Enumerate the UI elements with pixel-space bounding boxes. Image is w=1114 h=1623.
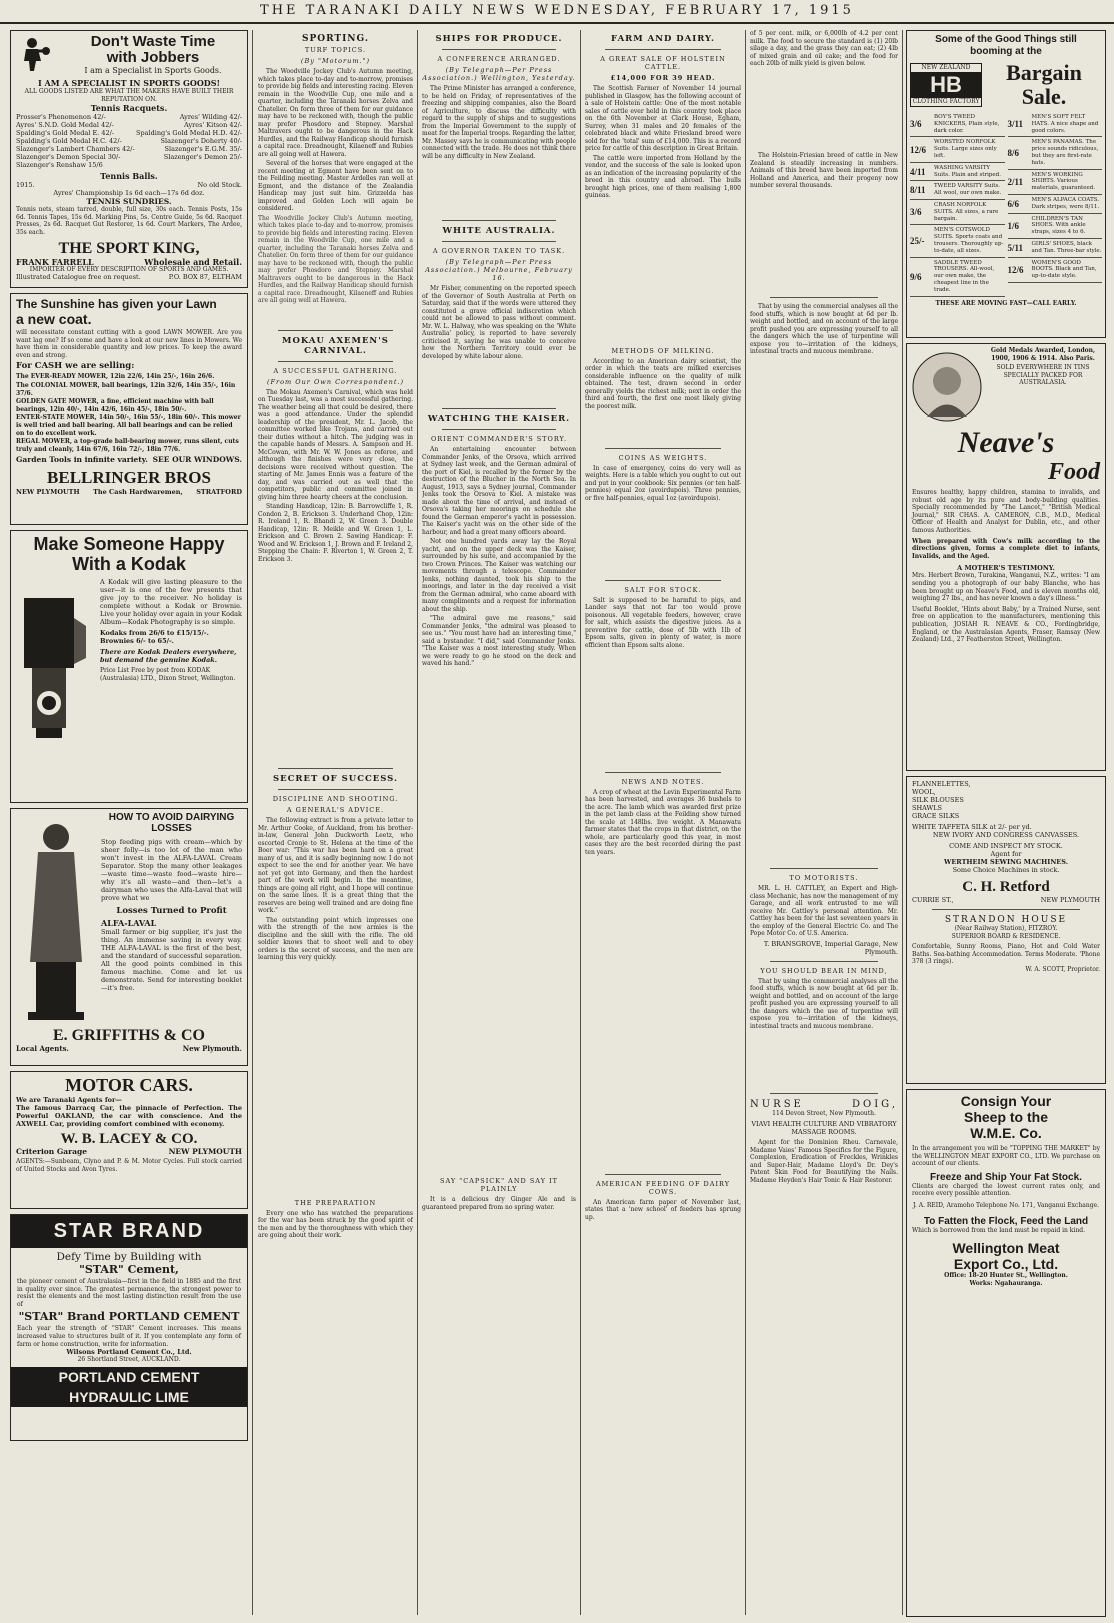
kodak-camera-icon [16,578,94,768]
advert-heading: TO MOTORISTS. [789,874,859,882]
divider [605,772,721,773]
price: 4/11 [910,166,926,177]
article-subheading: NEWS AND NOTES. [621,777,705,786]
advert-heading: DOIG, [852,1098,898,1110]
article-subheading: THE PREPARATION [294,1198,377,1207]
ad-text: CURRIE ST., [912,896,954,904]
article-heading: WATCHING THE KAISER. [427,414,571,424]
price-row [1008,195,1103,214]
retford-item: GRACE SILKS [912,812,960,820]
ad-headline: Sheep to the [963,1109,1048,1125]
article-paragraph: That by using the commercial analyses all the food stuffs, which is now bought at 6d per lb. weight and bottled, and on account of the large profit pushed you are expressing yourself to all the dangers which the use of turpentine will expose you to—irritation of the kidneys, intestinal tracts and mucous membrane. [750,303,898,355]
racquet-entry: Slazenger's Demon 25/- [163,153,242,162]
price: 3/6 [910,119,922,130]
ad-headline: LOSSES [151,823,192,834]
ad-text: Each year the strength of "STAR" Cement increases. This means increased value to structures built of it. If you contemplate any form of farm or home construction, write for information. [17,1325,241,1348]
price: 25/- [910,235,925,246]
ad-text: STRATFORD [196,488,242,497]
price-row [910,258,1005,297]
ad-text: Agent for [990,850,1022,858]
ad-text: SUPERIOR BOARD & RESIDENCE. [951,932,1061,940]
price-description: WOMEN'S GOOD BOOTS. Black and Tan, up-to-date style. [1031,259,1097,280]
price-description: MEN'S PANAMAS. The price sounds ridiculous, but they are first-rate hats. [1031,139,1099,166]
racquet-row [16,113,242,121]
mower-price-item: The COLONIAL MOWER, ball bearings, 12in 32/6, 14in 35/-, 16in 37/6. [16,381,236,397]
article-subheading: METHODS OF MILKING. [611,346,715,355]
ad-banner: HYDRAULIC LIME [11,1387,247,1407]
price-row [910,163,1005,182]
price-row [1008,239,1103,258]
retford-item: WOOL, [912,788,936,796]
ad-text: ALL GOODS LISTED ARE WHAT THE MAKERS HAVE BUILT THEIR REPUTATION ON. [24,88,234,103]
retford-item: SHAWLS [912,804,943,812]
divider [605,49,721,50]
retford-item: FLANNELETTES, [912,780,971,788]
article-byline: (From Our Own Correspondent.) [266,377,405,386]
ad-text: Ensures healthy, happy children, stamina to invalids, and robust old age by its pure and body-building qualities. Specially recommended by "The Lancet," "British Medical Journal," SIR CHAS. A. CAMERON, C.B., M.D., Medical Officer of Health and Analyst for Dublin, etc., and other famous Authorities. [912,489,1100,534]
article-paragraph: A crop of wheat at the Levin Experimental Farm has been harvested, and averages 36 bushels to the acre. The lamb which was awarded first prize in the pet lamb class at the Feilding show turned the scale at 148lbs. live weight. A Manawatu farmer states that the crops in that district, on the whole, are particularly good this year, in most cases they are the best recorded during the past ten years. [585,788,741,856]
price: 6/6 [1007,198,1020,209]
hb-logo [910,63,982,106]
column-ads-right [906,30,1106,1618]
price-description: GIRLS' SHOES, black and Tan. Three-bar style. [1031,240,1102,254]
price: 2/11 [1007,176,1024,187]
price: 3/6 [910,207,922,218]
article-paragraph: of 5 per cent. milk, or 6,000lb of 4.2 per cent milk. The food to secure the standard is (1) 20lb silage a day, and the grass they can eat; (2) 4lb of mixed grain and oil cake; and the food for each 20lb of milk yield is given below. [750,30,898,67]
ad-text: SOLD EVERYWHERE IN TINS SPECIALLY PACKED FOR AUSTRALASIA. [996,364,1090,387]
advert-heading: NURSE [750,1098,804,1110]
column-ads-left [10,30,248,1620]
ad-headline: Consign Your [960,1093,1052,1109]
price-row [910,200,1005,225]
ad-headline: To Fatten the Flock, Feed the Land [923,1215,1089,1227]
article-subheading: AMERICAN FEEDING OF DAIRY COWS. [595,1179,731,1196]
price-description: MEN'S WORKING SHIRTS. Various materials, guaranteed. [1031,171,1095,192]
ad-text: WHITE TAFFETA SILK at 2/- per yd. [912,823,1032,831]
column-rule [252,30,253,1615]
ad-text: Clients are charged the lowest current rates only, and receive every possible attention. [912,1182,1100,1198]
ad-subhead: Losses Turned to Profit [116,906,227,916]
hb-price-list [910,112,1102,297]
ad-brand: E. GRIFFITHS & CO [52,1027,205,1044]
ad-brand: THE SPORT KING, [58,239,200,257]
racquet-price-list [16,113,242,169]
article-paragraph: The Scottish Farmer of November 14 journal published in Glasgow, has the following account of a sale of Holstein cattle: One of the most notable sales of cattle ever held in this country took place on the 6th November at Clark House, Egham, Surrey, when 31 males and 20 females of the celebrated black and white Friesland breed were sold for the 'total' sum of £14,000. This is a record price for cattle of this description in Great Britain. [585,85,741,152]
ad-text: IMPORTER OF EVERY DESCRIPTION OF SPORTS AND GAMES. [29,265,229,273]
ad-text: 1915. [16,181,35,190]
article-subheading: A GOVERNOR TAKEN TO TASK. [432,247,566,255]
price: 1/6 [1007,220,1020,231]
alfa-laval-ad [10,808,248,1066]
ad-text: Ayres' Championship 1s 6d each—17s 6d doz. [53,189,205,198]
price-row [1008,214,1103,239]
article-subheading: A GENERAL'S ADVICE. [286,806,385,814]
ad-text: Comfortable, Sunny Rooms, Piano, Hot and Cold Water Baths. Sea-bathing Accommodation. Terms Moderate. 'Phone 378 (3 rings). [912,943,1100,966]
ad-text: J. A. REID, Aramoho Telephone No. 171, Vanganui Exchange. [912,1201,1099,1209]
price: 9/6 [910,271,922,282]
article-heading: SECRET OF SUCCESS. [273,774,398,784]
divider [442,241,556,242]
article-subheading: DISCIPLINE AND SHOOTING. [272,795,399,803]
price-description: MEN'S COTSWOLD SUITS. Sports coats and trousers. Thoroughly up-to-date, all sizes. [934,227,1004,254]
racquet-row [16,153,242,161]
column-rule [902,30,903,1615]
ad-brand: BELLRINGER BROS [47,468,211,488]
article-subheading: A GREAT SALE OF HOLSTEIN CATTLE. [600,55,726,71]
price-description: MEN'S ALPACA COATS. Dark stripes, were 8/11. [1031,196,1100,210]
ad-text: NEW IVORY AND CONGRESS CANVASSES. [932,831,1080,839]
ad-text: The famous Darracq Car, the pinnacle of Perfection. The Powerful OAKLAND, the car with conscience. And the AXWELL Car, providing comfort combined with economy. [16,1104,242,1128]
ad-brand: Wellington Meat [952,1240,1060,1257]
ad-text: Wholesale and Retail. [144,256,242,267]
price-description: CHILDREN'S TAN SHOES. With ankle straps, sizes 4 to 6. [1031,215,1086,236]
ad-subhead: We are Taranaki Agents for— [16,1096,122,1104]
column-news [422,30,576,1620]
article-subheading: A CONFERENCE ARRANGED. [437,55,561,63]
ad-subhead: "STAR" Brand PORTLAND CEMENT [18,1310,240,1324]
ad-subhead: ALFA-LAVAL [101,918,157,928]
article-paragraph: An entertaining encounter between Commander Jenks, of the Orsova, which arrived at Sydney last week, and the German admiral of the port of Kiel, is recalled by the former by the destruction of the Blucher in the North Sea. In August, 1913, says a Sydney journal, Commander Jenks took the Orsova to Kiel. A mistake was made about the time of arrival, and instead of Orsova's taking her moorings on schedule she found the German emperor's yacht in possession. The Kaiser's yacht was on the other side of the harbour, and had a great many officers aboard. [422,446,576,536]
star-cement-ad [10,1214,248,1441]
article-continuation: The Woodville Jockey Club's Autumn meeting, which takes place to-day and to-morrow, promises to provide big fields and interesting racing. Eleven remain in the Woodville Cup, one mile and a quarter, including the Taranaki horses Zelva and Chatelier. On form three of them for our guidance may have to be reckoned with, though the public may prefer Phosdoro and Stepney. Marshal Maltravers ought to be dangerous in the Hack Hurdles, and the Railway Handicap should furnish a capital race. Dreadnought, Kilaeneff and Rubies are all going well at Hawera. [258,214,413,304]
racquet-row [16,129,242,137]
ad-text: AGENTS:—Sunbeam, Clyno and P. & M. Motor Cycles. Full stock carried of United Stocks and Avon Tyres. [16,1158,242,1173]
column-misc [750,30,898,1620]
article-subheading: COINS AS WEIGHTS. [618,453,708,462]
ad-text: No old Stock. [197,181,242,190]
racquet-entry: Slazenger's Renshaw 15/6 [16,161,103,170]
article-paragraph: In case of emergency, coins do very well as weights. Here is a table which you ought to cut out and put in your cookbook: Six pennies (or ten half-pennies) equal 2oz (avoirdupois). Three pennies, or five half-pennies, equal 1oz (avoirdupois). [585,464,741,502]
ad-text: Useful Booklet, 'Hints about Baby,' by a Trained Nurse, sent free on application to the manufacturers, mentioning this publication, JOSIAH R. NEAVE & CO., Fordingbridge, England, or the Australasian Agents, Fraser, Ramsay (New Zealand) Ltd., 27 Featherston Street, Wellington. [912,605,1100,644]
ad-headline: Defy Time by Building with [56,1251,202,1263]
nurse-doig-heading [750,1099,898,1110]
price-description: CRASH NORFOLK SUITS. All sizes, a rare bargain. [934,201,999,222]
ad-text: WERTHEIM SEWING MACHINES. [944,858,1068,866]
ad-brand: C. H. Retford [962,879,1050,895]
ad-headline: MOTOR CARS. [65,1075,193,1095]
sport-king-ad [10,30,248,288]
divider [605,448,721,449]
mower-price-item: REGAL MOWER, a top-grade ball-bearing mower, runs silent, cuts truly and cleanly, 14in 67/6, 16in 72/-, 18in 77/6. [16,438,239,453]
ad-brand: W. B. LACEY & CO. [60,1131,198,1147]
ad-text: Price List Free by post from KODAK (Australasia) LTD., Dixon Street, Wellington. [100,667,236,682]
article-paragraph: The Woodville Jockey Club's Autumn meeting, which takes place to-day and to-morrow, promises to provide big fields and interesting racing. Eleven remain in the Woodville Cup, one mile and a quarter, including the Taranaki horses Zelva and Chatelier. On form three of them for our guidance may have to be reckoned with, though the public may prefer Phosdoro and Stepney. Marshal Maltravers ought to be dangerous in the Hack Hurdles, and the Railway Handicap should furnish a capital race. Dreadnought, Kilaeneff and Rubies are all going well at Hawera. [258,68,413,158]
price: 12/6 [1007,264,1024,275]
ad-text: (Near Railway Station), FITZROY. [954,925,1058,932]
ad-text: Office: 18-20 Hunter St., Wellington. [944,1272,1068,1280]
article-paragraph: The outstanding point which impresses one with the strength of the new armies is the discipline and the skill with the rifle. The old soldier knows that to shoot well and to obey orders is the secret of success, and the men are learning this very quickly. [258,916,413,961]
ad-text: There are Kodak Dealers everywhere, but demand the genuine Kodak. [100,648,237,664]
racquet-entry: Slazenger's Demon Special 30/- [16,153,121,162]
racquet-entry: Slazenger's Lambert Chambers 42/- [16,145,135,154]
divider [932,909,1080,910]
ad-subhead: Tennis Balls. [100,171,158,182]
column-sporting [258,30,413,1620]
ad-subhead: TENNIS SUNDRIES. [86,197,172,207]
divider [278,330,393,331]
divider [770,961,878,962]
article-paragraph: Salt is supposed to be harmful to pigs, and Lander says that not far too would prove poisonous. All vegetable feeders, however, crave for salt, which assists the digestive juices. As a preventive for cattle, dose of 5lb with 1lb of Epsom salts, given in plenty of water, is more efficient than Epsom salts alone. [585,596,741,649]
ad-headline: With a Kodak [72,554,186,574]
retford-item: SILK BLOUSES [912,796,964,804]
ad-text: SEE OUR WINDOWS. [152,455,242,465]
article-paragraph: The Mokau Axemen's Carnival, which was held on Tuesday last, was a most successful gathering. The weather being all that could be desired, there was a good attendance. Under the splendid leadership of the president, Mr. L. Jacob, the committee worked like Trojans, and carried out their duties without a hitch. The judging was in the capable hands of Messrs. A. Sampson and H. McCowan, with Mr. W. W. Jones as referee, and although the finishes were very close, the decisions were received without question. The starting of Mr. James Ennis was a feature of the day, and was carried out as well that the competitors, public and committee joined in giving him three hearty cheers at the conclusion. [258,388,413,501]
article-subheading: £14,000 FOR 39 HEAD. [610,74,716,82]
logo-text: CLOTHING FACTORY [912,98,980,105]
article-heading: SHIPS FOR PRODUCE. [435,34,563,44]
racquet-entry: Spalding's Gold Medal H.C. 42/- [16,137,122,146]
price-row [1008,258,1103,283]
advert-body: That by using the commercial analyses all the food stuffs, which is now bought at 6d per lb. weight and bottled, and on account of the large profit pushed you are expressing yourself to all the dangers which the use of turpentine will expose you to—irritation of the kidneys, intestinal tracts and mucous membrane. [750,977,898,1030]
racquet-row [16,145,242,153]
article-subheading: SALT FOR STOCK. [624,585,702,594]
ad-signature: W. A. SCOTT, Proprietor. [1025,965,1100,973]
ad-text: Illustrated Catalogue free on request. [16,273,141,282]
ad-text: Tennis nets, steam tarred, double, full size, 30s each. Tennis Posts, 15s 6d. Tennis Tapes, 15s 6d. Marking Pins, 5s. Centre Guide, 5s 6d. Racquet Presses, 2s 6d. Racquet Gut Restorer, 1s 6d. Court Markers, The Ardee, 35s each. [16,206,242,236]
ad-text: Works: Ngahauranga. [969,1279,1043,1287]
article-paragraph: According to an American dairy scientist, the order in which the teats are milked exercises considerable influence on the quality of milk obtained. The test, drawn second in order generally yields the richest milk; next in order the third and fourth, the first one most likely giving the poorest milk. [585,357,741,410]
article-paragraph: "The admiral gave me reasons," said Commander Jenks, "the admiral was pleased to see us." "You must have had an interesting time," said a bystander. "I did," said Commander Jenks. "The Kaiser was a most interesting study. When we were ready to go he stood on the deck and waved his hand." [422,615,576,667]
article-paragraph: The cattle were imported from Holland by the vendor, and the success of the sale is looked upon as an indication of the increasing popularity of the breed in this country and abroad. The bulls brought high prices, one of them realising 1,800 guineas. [585,154,741,199]
price-row [910,112,1005,137]
price: 8/11 [910,185,926,196]
ad-brand: Food [1047,459,1100,485]
ad-text: FRANK FARRELL [16,256,94,267]
racquet-row [16,137,242,145]
ad-text: NEW PLYMOUTH [16,488,80,497]
racquet-entry: Spalding's Gold Medal H.D. 42/- [136,129,242,138]
hb-price-column [910,112,1005,297]
racquet-entry: Ayres' Kitson 42/- [184,121,242,130]
wme-sheep-ad [906,1089,1106,1617]
ad-text: Kodaks from 26/6 to £15/15/-. Brownies 6/- to 65/-. [100,629,209,645]
price-description: BOY'S TWEED KNICKERS, Plain style, dark color. [934,114,1000,134]
price-row [1008,137,1103,169]
ad-text: I am a Specialist in Sports Goods. [84,66,222,75]
mower-price-item: ENTER-STATE MOWER, 14in 50/-, 16in 55/-, 18in 60/-. This mower is well tried and ball bearing. All ball bearings and can be relied on to do excellent work. [16,414,241,437]
logo-text: NEW ZEALAND [921,64,971,72]
racquet-entry: Slazenger's Doherty 40/- [160,137,242,146]
ad-headline: Sale. [1021,84,1067,109]
article-paragraph: Not one hundred yards away lay the Royal yacht, and on the upper deck was the Kaiser, surrounded by his suite, and accompanied by the two Crown Princes. The Kaiser was watching our movements through a telescope. Commander Jenks, nothing daunted, took his ship to the moorings, and later in the day received a visit from the German admiral, who came aboard with many compliments and a request for information about the ship. [422,538,576,613]
ad-headline: W.M.E. Co. [970,1125,1042,1141]
article-paragraph: The Holstein-Friesian breed of cattle in New Zealand is steadily increasing in numbers. Animals of this breed have been imported from Holland and America, and their progeny now number several thousands. [750,152,898,189]
ad-subhead: A MOTHER'S TESTIMONY. [957,564,1055,573]
ad-text: P.O. BOX 87, ELTHAM [168,273,242,282]
retford-drapery-ad [906,776,1106,1084]
advert-body: MR. L. H. CATTLEY, an Expert and High-class Mechanic, has now the management of my Garage, and all work entrusted to me will receive Mr. Cattley's personal attention. Mr. Cattley has been for the last seventeen years in the employ of the General Electric Co. and The Pope Motor Co. of U.S. America. [750,885,898,937]
price-description: SADDLE TWEED TROUSERS. All-wool, our own make, the cheapest line in the trade. [934,259,995,293]
ad-text: A Kodak will give lasting pleasure to the user—it is one of the few presents that give joy to the receiver. No holiday is complete without a Kodak or Brownie. Live your holiday over again in your Kodak Album—Kodak Photography is so simple. [100,578,242,626]
column-farm-dairy [585,30,741,1620]
ad-headline: Don't Waste Time [90,33,216,50]
price-description: TWEED VARSITY Suits. All wool, our own make. [934,183,1002,197]
column-rule [417,30,418,1615]
ad-text: the pioneer cement of Australasia—first in the field in 1885 and the first in quality ever since. The greatest permanence, the strongest power to resist the elements and the most lasting distinction result from the use of [17,1278,241,1308]
price-description: WORSTED NORFOLK Suits. Large sizes only left. [934,139,997,159]
advert-text: 114 Devon Street, New Plymouth. [772,1109,876,1117]
ad-text: NEW PLYMOUTH [1040,896,1100,904]
price: 5/11 [1007,242,1024,253]
divider [442,49,556,50]
ad-text: In the arrangement you will be "TOPPING THE MARKET" by the WELLINGTON MEAT EXPORT CO., LTD. We purchase on account of our clients. [912,1145,1100,1168]
article-heading: MOKAU AXEMEN'S CARNIVAL. [282,335,389,356]
ad-text: NEW PLYMOUTH [168,1147,242,1156]
racquet-entry: Slazenger's E.G.M. 35/- [164,145,242,154]
racquet-row [16,161,242,169]
mower-price-item: GOLDEN GATE MOWER, a fine, efficient machine with ball bearings, 12in 40/-, 14in 42/6, 16in 45/-, 18in 50/-. [16,398,214,413]
ad-text: Criterion Garage [16,1147,87,1156]
article-paragraph: The following extract is from a private letter to Mr. Arthur Cooke, of Auckland, from his brother-in-law, General John Duckworth Leetz, who escorted Cronje to St. Helena at the time of the Boer war: "This war has been hard on a great many of us, and it is sadly beginning now. I do not expect to see the end for another year. We have not yet got into Germany, and then the hardest part of the work will begin. In the meantime, things are going all right, and I hope will continue on the same lines. It is a great thing that the reserves are being well trained and are doing fine work." [258,817,413,914]
advert-heading: SAY "CAPSICK" AND SAY IT PLAINLY [440,1177,558,1193]
divider [770,297,878,298]
boxer-icon [16,37,58,73]
advert-heading: YOU SHOULD BEAR IN MIND, [760,966,888,975]
ad-brand: Export Co., Ltd. [953,1256,1059,1273]
article-paragraph: Several of the horses that were engaged at the recent meeting at Egmont have been sent on to the Feilding meeting. Master Ardelles ran well at Egmont, and the distance of the Zealandia Handicap may just suit him. Grizzelda has improved and Golden Loch will again be considered. [258,160,413,212]
divider [442,408,556,409]
divider [605,1174,721,1175]
ad-text: Local Agents. [16,1044,69,1053]
separator-girl-illustration [16,812,96,1027]
ad-text: Wilsons Portland Cement Co., Ltd. [66,1348,192,1357]
price: 12/6 [910,144,927,155]
divider [278,768,393,769]
ad-headline: Some of the Good Things still [935,34,1077,45]
advert-signature: T. BRANSGROVE, Imperial Garage, New Plymouth. [763,939,898,956]
divider [278,361,393,362]
ad-text: COME AND INSPECT MY STOCK. [949,842,1063,850]
article-paragraph: An American farm paper of November last, states that a 'new school' of feeders has sprung up. [585,1198,741,1221]
ad-subhead: For CASH we are selling: [16,361,135,372]
kodak-ad [10,530,248,803]
racquet-entry: Spalding's Gold Medal E. 42/- [16,129,114,138]
ad-footer: THESE ARE MOVING FAST—CALL EARLY. [935,299,1077,307]
article-paragraph: The Prime Minister has arranged a conference, to be held on Friday, of representatives of the freezing and shipping companies, also the Board of Agriculture, to discuss the difficulty with regard to the supply of ships and to suggestions from the Imperial Government to the supply of meat for the Imperial troops. Regarding the latter, Mr. Massey says he is communicating with people connected with the trade. He does not think there will be any difficulty in New Zealand. [422,85,576,160]
racquet-entry: Ayres' Wilding 42/- [179,113,242,122]
divider [278,789,393,790]
divider [605,580,721,581]
article-heading: WHITE AUSTRALIA. [442,226,556,236]
divider [442,220,556,221]
ad-text: New Plymouth. [182,1044,242,1053]
mower-price-item: The EVER-READY MOWER, 12in 22/6, 14in 25/-, 16in 26/6. [16,373,215,381]
ad-text: Stop feeding pigs with cream—which by sheer folly—is too lot of the man who won't invest in the ALFA-LAVAL Cream Separator. Stop the many other leakages—waste time—waste food—waste hire—why it's all waste—and then—let's a dairyman who uses the Alfa-Laval that will prove what we [101,838,242,902]
column-rule [580,30,581,1615]
price-row [1008,112,1103,137]
advert-body: Agent for the Dominion Rheu. Carnevale, Madame Vaies' Famous Specifics for the Figure, Complexion, Eradication of Freckles, Wrinkles and Super-Hair, Madame Lloyd's Dr. Dey's Patent Skin Food for Beautifying the Nails. Madame Heyden's Hair Tonic & Hair Restorer. [750,1139,898,1184]
ad-headline: The Sunshine has given your Lawn [16,297,217,311]
ad-headline: Freeze and Ship Your Fat Stock. [930,1171,1082,1183]
ad-text: Some Choice Machines in stock. [952,866,1060,874]
lawn-mower-ad [10,293,248,525]
divider [770,868,878,869]
ad-headline: HOW TO AVOID DAIRYING [108,812,235,823]
ad-text: Which is borrowed from the land must be repaid in kind. [912,1226,1085,1234]
ad-brand: STAR BRAND [11,1215,247,1248]
price-description: MEN'S SOFT FELT HATS. A nice shape and good colors. [1031,114,1099,134]
ad-headline: Bargain [1006,60,1082,85]
section-heading: SPORTING. [301,34,370,44]
ad-headline: STRANDON HOUSE [944,915,1068,925]
racquet-entry: Prosser's Phenomenon 42/- [16,113,106,122]
motor-cars-ad [10,1071,248,1209]
article-subheading: ORIENT COMMANDER'S STORY. [430,435,568,443]
article-byline: (By Telegraph—Per Press Association.) Wellington, Yesterday. [422,66,576,82]
retford-items [912,780,1100,820]
racquet-row [16,121,242,129]
ad-subhead: Tennis Racquets. [90,103,168,114]
price: 8/6 [1007,147,1020,158]
ad-text: will necessitate constant cutting with a good LAWN MOWER. Are you want lag one? If so come and have a look at our new lines in Mowers. We have them in considerable quantity and low prices. To keep the award even and strong. [16,329,242,359]
divider [770,1093,878,1094]
advert-subheading: VIAVI HEALTH CULTURE AND VIBRATORY MASSAGE ROOMS. [751,1120,897,1137]
ad-text: Garden Tools in infinite variety. [16,455,148,465]
divider [442,429,556,430]
neaves-food-ad [906,343,1106,771]
price-row [910,225,1005,257]
price-row [910,181,1005,200]
mower-price-list [16,373,242,453]
masthead: THE TARANAKI DAILY NEWS WEDNESDAY, FEBRUARY 17, 1915 [0,0,1114,24]
baby-portrait [912,347,982,427]
ad-text: Mrs. Herbert Brown, Turakina, Wanganui, N.Z., writes: "I am sending you a photograph of our baby Blanche, who has been brought up on Neave's Food, and is eleven months old, weighing 27 lbs., and has never known a day's illness." [912,572,1100,603]
racquet-entry: Ayres' S.N.D. Gold Medal 42/- [16,121,114,130]
ad-headline: with Jobbers [106,49,200,66]
ad-text: Gold Medals Awarded, London, 1900, 1906 & 1914. Also Paris. [990,347,1096,362]
hb-bargain-sale-ad [906,30,1106,338]
article-paragraph: Mr Fisher, commenting on the reported speech of the Governor of South Australia at Perth on Saturday, said that if the words were uttered they constituted a grave official indiscretion which could not be allowed to pass without comment. Mr. W. L. Halway, who was speaking on the 'White Australia' policy, is reported to have severely criticised it, saying he was unable to conceive how the Northern Territory could ever be developed by white labour alone. [422,285,576,360]
ad-headline: "STAR" Cement, [79,1263,179,1276]
ad-headline: booming at the [970,46,1042,57]
price-row [910,137,1005,162]
article-byline: (By "Motorum.") [300,57,371,65]
ad-text: 26 Shortland Street, AUCKLAND. [77,1356,181,1364]
ad-subhead: I AM A SPECIALIST IN SPORTS GOODS! [37,78,221,88]
price-description: WASHING VARSITY Suits. Plain and striped. [934,164,1001,178]
article-byline: (By Telegraph—Per Press Association.) Melbourne, February 16. [425,258,573,282]
ad-headline: a new coat. [16,311,92,327]
logo-text: HB [911,72,981,98]
article-paragraph: It is a delicious dry Ginger Ale and is guaranteed prepared from no spring water. [422,1196,576,1211]
ad-brand: Neave's [957,426,1055,459]
article-subheading: A SUCCESSFUL GATHERING. [273,366,398,375]
ad-text: The Cash Hardwaremen, [93,488,183,497]
article-heading: TURF TOPICS. [304,46,367,54]
article-paragraph: Every one who has watched the preparations for the war has been struck by the good spirit of the men and by the thoroughness with which they are going about their work. [258,1209,413,1239]
ad-text: When prepared with Cow's milk according to the directions given, forms a complete diet to infants, Invalids, and the Aged. [912,537,1100,560]
section-heading: FARM AND DAIRY. [611,34,715,44]
article-paragraph: Standing Handicap, 12in: B. Barrowcliffe 1, R. Condon 2, B. Erickson 3. Underhand Chop, 12in: R. Ireland 1, R. Bhandi 2, W. Green 3. Double Handicap, 12in: R. Meikle and W. Green 1, L. Erickson and C. Brown 2. Sawing Handicap: F. Wood and W. Erickson 1, J. Brown and F. Ireland 2, Stepping the Chain: F. Riverton 1, W. Green 2, T. Erickson 3. [258,503,413,563]
ad-text: Small farmer or big supplier, it's just the thing. An immense saving in every way. THE ALFA-LAVAL is the first of the best, and the standard of successful separation. All the good points combined in this famous machine. Come and let us demonstrate. Send for interesting booklet—it's free. [101,928,242,992]
ad-banner: PORTLAND CEMENT [11,1367,247,1387]
hb-price-column [1008,112,1103,297]
column-rule [745,30,746,1615]
ad-headline: Make Someone Happy [33,534,225,554]
price: 3/11 [1007,119,1024,130]
price-row [1008,170,1103,195]
